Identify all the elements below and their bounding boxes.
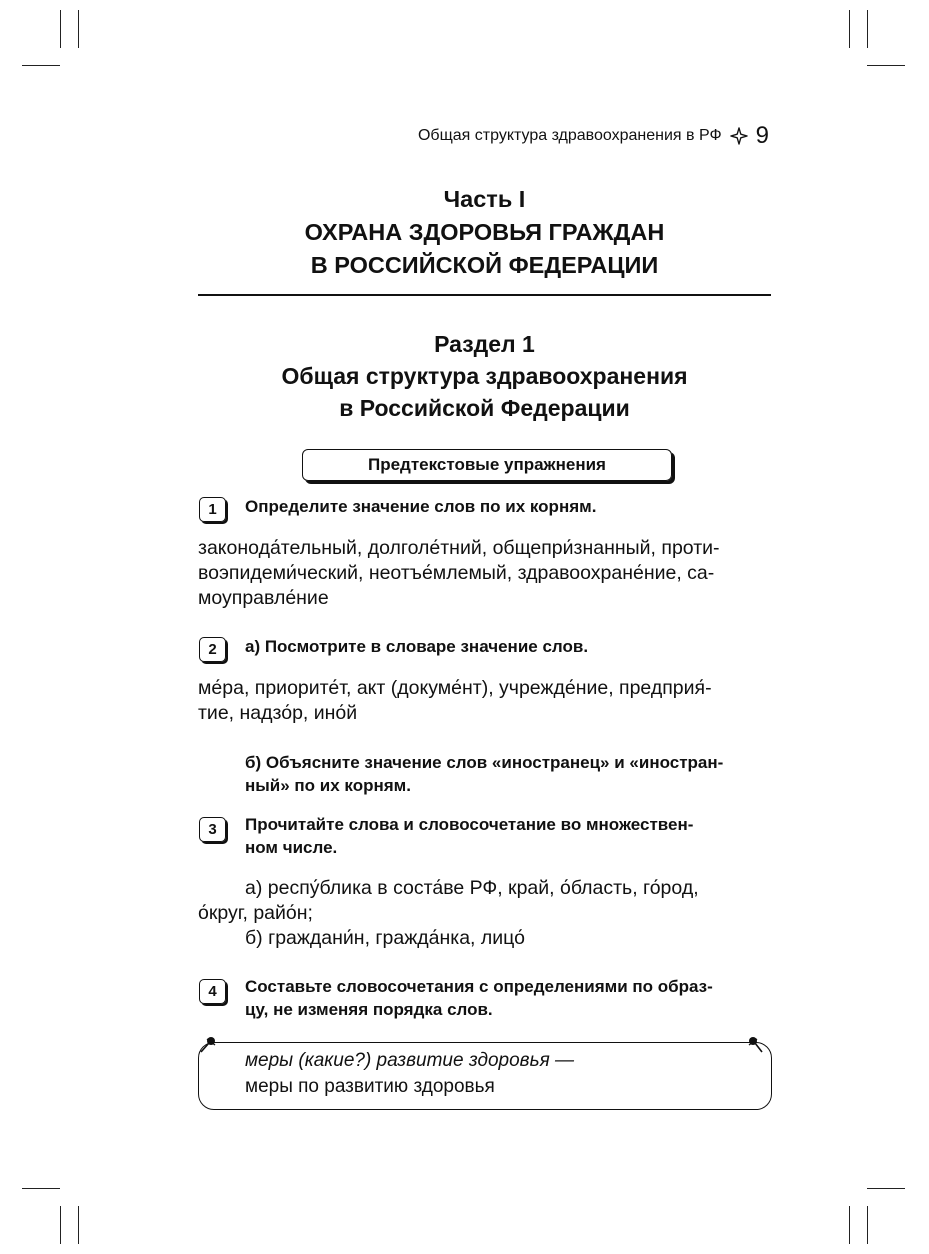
exercise-number: 4 [208,983,217,1000]
exercise-4-task-line: Составьте словосочетания с определениями по образ- [245,977,713,996]
exercise-1-words-line: законода́тельный, долголе́тний, общепри́знанный, проти- [198,537,720,559]
exercise-3-words-a-line: о́круг, райо́н; [198,902,313,924]
exercise-number-badge [199,637,226,662]
exercise-2a-task: а) Посмотрите в словаре значение слов. [245,637,589,656]
exercise-3-task-line: ном числе. [245,838,338,857]
exercise-number: 2 [208,641,217,658]
section-label: Раздел 1 [434,331,535,357]
exercise-2-words-line: ме́ра, приорите́т, акт (докуме́нт), учрежде́ние, предприя́- [198,677,712,699]
exercise-1-words [198,536,771,611]
exercise-number: 1 [208,501,217,518]
section-title-line-1: Общая структура здравоохранения [281,363,688,389]
exercise-3-task [245,813,771,859]
exercise-4-task [245,975,771,1021]
exercise-3-words-b: б) граждани́н, гражда́нка, лицо́ [245,927,525,949]
four-point-star-icon [730,127,748,145]
part-label: Часть I [443,186,526,212]
section-title-line-2: в Российской Федерации [339,395,630,421]
pretext-exercises-text: Предтекстовые упражнения [368,455,606,474]
pushpin-icon [197,1034,219,1056]
exercise-3-words-a-line: а) респу́блика в соста́ве РФ, край, о́бласть, го́род, [245,877,699,899]
exercise-number-badge [199,497,226,522]
example-answer: меры по развитию здоровья [245,1076,495,1097]
exercise-2b-task-line: б) Объясните значение слов «иностранец» и «иностран- [245,753,724,772]
exercise-1-words-line: моуправле́ние [198,587,329,609]
running-header [418,122,769,150]
exercise-4-task-line: цу, не изменяя порядка слов. [245,1000,493,1019]
exercise-1-task: Определите значение слов по их корням. [245,497,597,516]
part-title [198,183,771,282]
divider-rule [198,294,771,296]
exercise-2b-task [245,751,771,797]
part-title-line-1: ОХРАНА ЗДОРОВЬЯ ГРАЖДАН [304,219,665,245]
example-phrase: меры (какие?) развитие здоровья — [245,1050,574,1071]
exercise-2-words-line: тие, надзо́р, ино́й [198,702,358,724]
pushpin-icon [745,1034,767,1056]
section-title [198,328,771,424]
exercise-2b-task-line: ный» по их корням. [245,776,411,795]
exercise-1-words-line: воэпидеми́ческий, неотъе́млемый, здравоохране́ние, са- [198,562,715,584]
page-number: 9 [755,122,769,149]
exercise-2-words [198,676,771,726]
exercise-number-badge [199,979,226,1004]
exercise-number-badge [199,817,226,842]
part-title-line-2: В РОССИЙСКОЙ ФЕДЕРАЦИИ [310,252,659,278]
pretext-exercises-label [302,449,672,481]
exercise-3-words [198,876,771,951]
exercise-3-task-line: Прочитайте слова и словосочетание во множествен- [245,815,694,834]
exercise-number: 3 [208,821,217,838]
running-header-title: Общая структура здравоохранения в РФ [417,127,722,144]
